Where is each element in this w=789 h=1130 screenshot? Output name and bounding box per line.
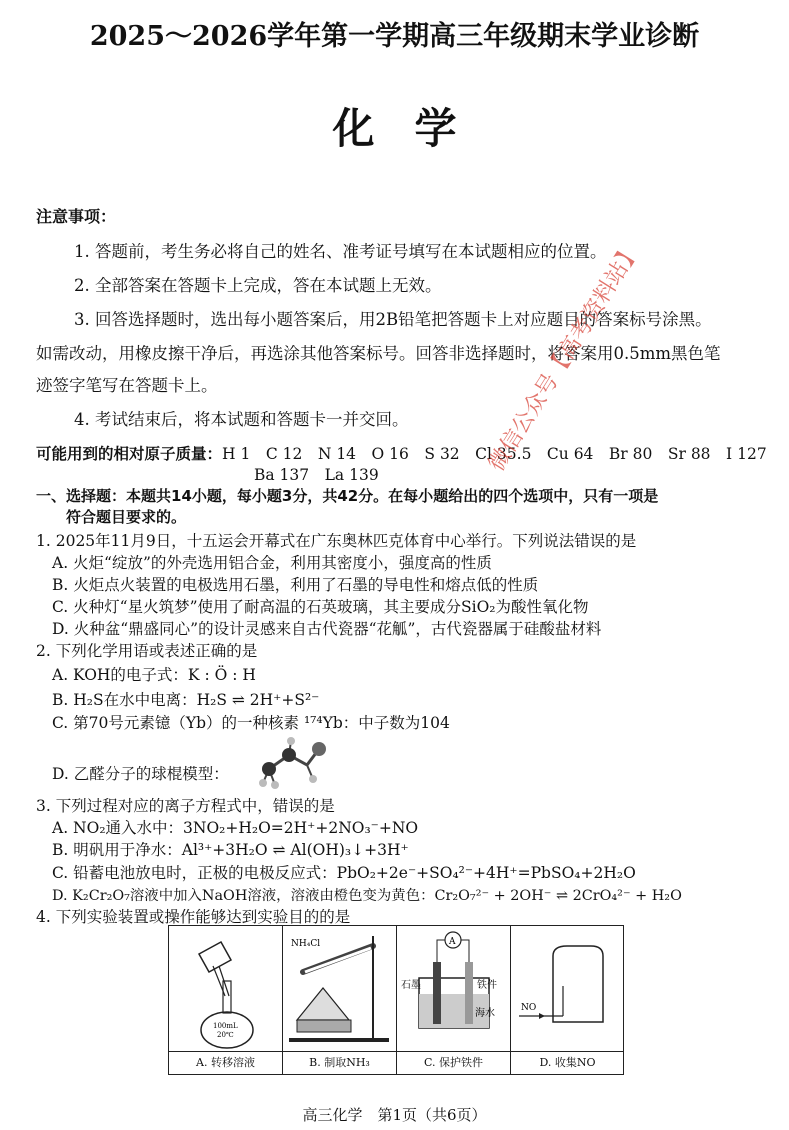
question-1-option-d: D. 火种盆“鼎盛同心”的设计灵感来自古代瓷器“花觚”，古代瓷器属于硅酸盐材料 (52, 620, 602, 638)
question-1-option-c: C. 火种灯“星火筑梦”使用了耐高温的石英玻璃，其主要成分SiO₂为酸性氧化物 (52, 598, 589, 616)
collect-no-drawing (511, 926, 624, 1052)
graphite-label: 石墨 (401, 980, 421, 991)
notice-item: 2. 全部答案在答题卡上完成，答在本试题上无效。 (74, 276, 442, 295)
question-3-option-c: C. 铅蓄电池放电时，正极的电极反应式：PbO₂+2e⁻+SO₄²⁻+4H⁺=PbSO₄+2H₂O (52, 864, 636, 882)
question-3-stem: 3. 下列过程对应的离子方程式中，错误的是 (36, 797, 335, 815)
notice-item: 4. 考试结束后，将本试题和答题卡一并交回。 (74, 410, 409, 429)
question-3-option-b: B. 明矾用于净水：Al³⁺+3H₂O ⇌ Al(OH)₃↓+3H⁺ (52, 841, 409, 859)
no-label: NO (521, 1003, 537, 1013)
flask-volume-label: 100mL (213, 1022, 238, 1030)
question-1-stem: 1. 2025年11月9日，十五运会开幕式在广东奥林匹克体育中心举行。下列说法错误的是 (36, 532, 637, 550)
watermark: 微信公众号【高考资料站】 (484, 238, 646, 476)
nh4cl-label: NH₄Cl (291, 939, 321, 949)
ammeter-label: A (449, 937, 456, 947)
page-footer: 高三化学 第1页（共6页） (302, 1106, 487, 1124)
question-3-option-a: A. NO₂通入水中：3NO₂+H₂O=2H⁺+2NO₃⁻+NO (52, 819, 419, 837)
figure-caption-c: C. 保护铁件 (397, 1051, 510, 1074)
atomic-mass-line2: Ba 137 La 139 (254, 466, 379, 484)
question-3-option-d: D. K₂Cr₂O₇溶液中加入NaOH溶液，溶液由橙色变为黄色：Cr₂O₇²⁻ + 2OH⁻ ⇌ 2CrO₄²⁻ + H₂O (52, 888, 682, 904)
figure-panel-c (397, 926, 511, 1074)
notice-item: 1. 答题前，考生务必将自己的姓名、准考证号填写在本试题相应的位置。 (74, 242, 607, 261)
question-2-option-a: A. KOH的电子式：K : Ö : H (52, 666, 256, 684)
flask-temp-label: 20℃ (217, 1031, 234, 1039)
notice-item: 迹签字笔写在答题卡上。 (36, 376, 218, 395)
section-heading: 一、选择题：本题共14小题，每小题3分，共42分。在每小题给出的四个选项中，只有一项是 (36, 487, 659, 505)
notice-heading: 注意事项： (36, 207, 117, 226)
figure-caption-d: D. 收集NO (511, 1051, 624, 1074)
iron-part-label: 铁件 (477, 980, 497, 991)
question-2-option-c: C. 第70号元素镱（Yb）的一种核素 ¹⁷⁴Yb：中子数为104 (52, 714, 450, 732)
figure-panel-b (283, 926, 397, 1074)
question-1-option-b: B. 火炬点火装置的电极选用石墨，利用了石墨的导电性和熔点低的性质 (52, 576, 539, 594)
question-2-option-d: D. 乙醛分子的球棍模型： (52, 765, 229, 783)
question-1-option-a: A. 火炬“绽放”的外壳选用铝合金，利用其密度小，强度高的性质 (52, 554, 492, 572)
acetaldehyde-ball-stick-model (255, 735, 335, 791)
question-2-option-b: B. H₂S在水中电离：H₂S ⇌ 2H⁺+S²⁻ (52, 691, 320, 709)
experiment-figure (168, 925, 624, 1075)
notice-item: 3. 回答选择题时，选出每小题答案后，用2B铅笔把答题卡上对应题目的答案标号涂黑。 (74, 310, 712, 329)
page-title: 2025～2026学年第一学期高三年级期末学业诊断 (89, 21, 700, 52)
atomic-mass-label: 可能用到的相对原子质量： (36, 445, 223, 463)
ammonia-setup-drawing (283, 926, 396, 1052)
transfer-solution-drawing (169, 926, 282, 1052)
subject-title: 化学 (332, 104, 497, 153)
figure-caption-a: A. 转移溶液 (169, 1051, 282, 1074)
question-4-stem: 4. 下列实验装置或操作能够达到实验目的的是 (36, 908, 351, 926)
figure-caption-b: B. 制取NH₃ (283, 1051, 396, 1074)
atomic-mass-block (36, 442, 767, 464)
question-2-stem: 2. 下列化学用语或表述正确的是 (36, 642, 258, 660)
figure-panel-a (169, 926, 283, 1074)
atomic-mass-line1: H 1 C 12 N 14 O 16 S 32 Cl 35.5 Cu 64 Br 80 Sr 88 I 127 (222, 445, 767, 463)
figure-panel-d (511, 926, 624, 1074)
protect-iron-drawing (397, 926, 510, 1052)
notice-item: 如需改动，用橡皮擦干净后，再选涂其他答案标号。回答非选择题时，将答案用0.5mm黑色笔 (36, 344, 721, 363)
seawater-label: 海水 (475, 1008, 495, 1019)
section-heading-cont: 符合题目要求的。 (66, 508, 187, 526)
